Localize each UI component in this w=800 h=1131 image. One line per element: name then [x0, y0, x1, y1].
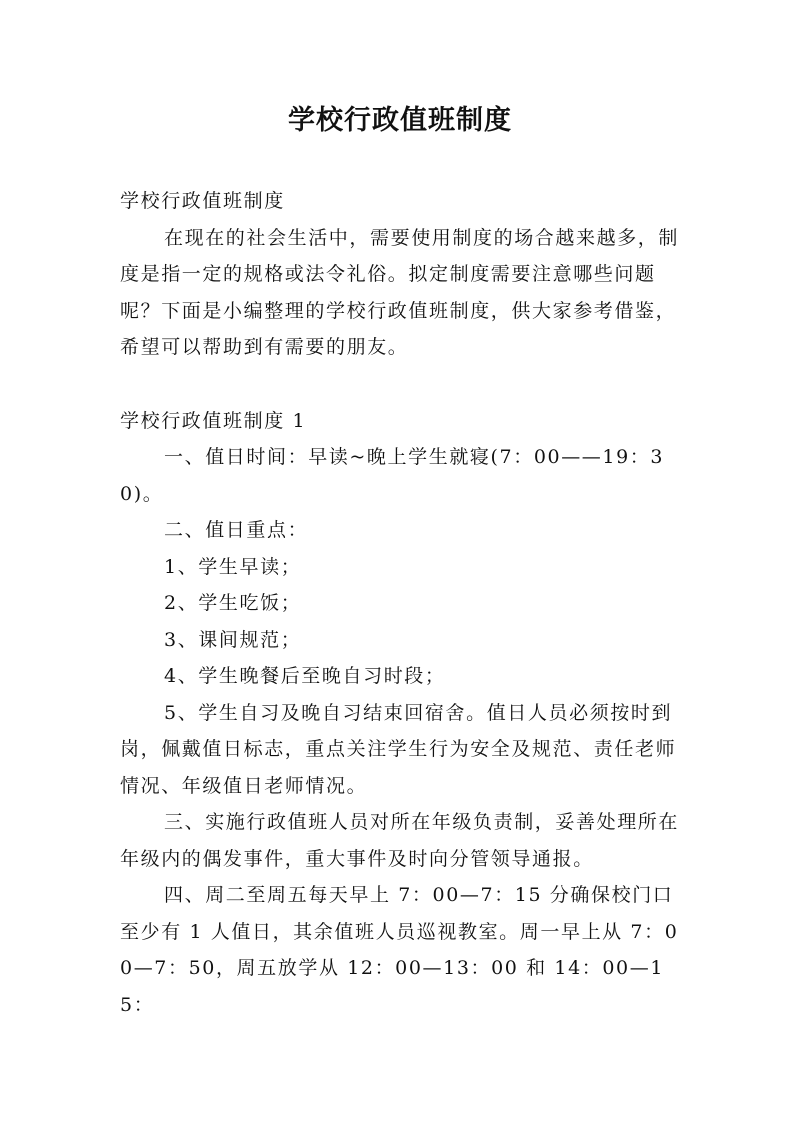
- item-duty-time: 一、值日时间：早读~晚上学生就寝(7：00——19：30)。: [120, 446, 665, 505]
- item-responsibility: 三、实施行政值班人员对所在年级负责制，妥善处理所在年级内的偶发事件，重大事件及时向分管领导通报。: [120, 811, 680, 870]
- item-duty-focus: 二、值日重点：: [164, 519, 309, 541]
- section-heading: 学校行政值班制度 1: [120, 409, 307, 432]
- document-body: [120, 183, 686, 1023]
- item-break-rules: 3、课间规范；: [164, 628, 302, 651]
- item-meals: 2、学生吃饭；: [164, 592, 302, 614]
- paragraph-spacer: [120, 366, 686, 403]
- item-schedule: 四、周二至周五每天早上 7：00—7：15 分确保校门口至少有 1 人值日，其余值班人员巡视教室。周一早上从 7：00—7：50，周五放学从 12：00—13：00 和 14：00—15：: [120, 884, 679, 1016]
- intro-heading: 学校行政值班制度: [120, 190, 285, 212]
- item-morning-reading: 1、学生早读；: [164, 555, 302, 578]
- document-title: 学校行政值班制度: [288, 105, 512, 136]
- item-evening-period: 4、学生晚餐后至晚自习时段；: [164, 665, 446, 687]
- item-self-study: 5、学生自习及晚自习结束回宿舍。值日人员必须按时到岗，佩戴值日标志，重点关注学生行为安全及规范、责任老师情况、年级值日老师情况。: [120, 701, 677, 797]
- intro-paragraph: 在现在的社会生活中，需要使用制度的场合越来越多，制度是指一定的规格或法令礼俗。拟定制度需要注意哪些问题呢？下面是小编整理的学校行政值班制度，供大家参考借鉴，希望可以帮助到有需要的朋友。: [120, 226, 680, 358]
